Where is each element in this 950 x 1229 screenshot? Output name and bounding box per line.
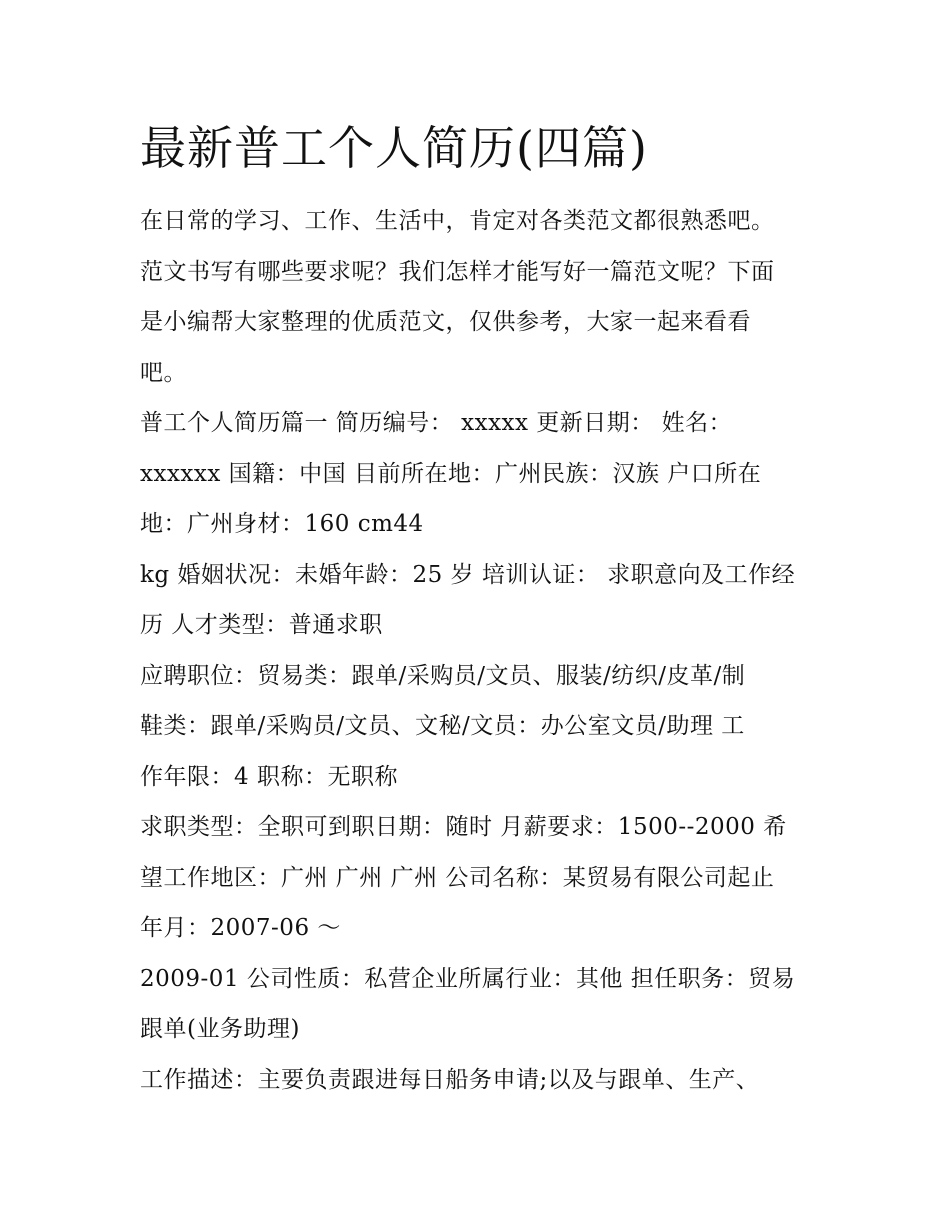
text-line: 历 人才类型：普通求职 bbox=[140, 612, 383, 638]
text-line: 鞋类：跟单/采购员/文员、文秘/文员：办公室文员/助理 工 bbox=[140, 713, 745, 739]
text-line: 求职类型：全职可到职日期：随时 月薪要求：1500--2000 希 bbox=[140, 814, 787, 840]
text-line: xxxxxx 国籍：中国 目前所在地：广州民族：汉族 户口所在 bbox=[140, 460, 762, 487]
text-line: 工作描述：主要负责跟进每日船务申请;以及与跟单、生产、 bbox=[140, 1066, 760, 1093]
text-line: 范文书写有哪些要求呢？我们怎样才能写好一篇范文呢？下面 bbox=[140, 258, 775, 285]
text-line: 2009-01 公司性质：私营企业所属行业：其他 担任职务：贸易 bbox=[140, 965, 796, 992]
text-line: 是小编帮大家整理的优质范文，仅供参考，大家一起来看看 bbox=[140, 309, 751, 335]
text-line: 普工个人简历篇一 简历编号： xxxxx 更新日期： 姓名： bbox=[140, 410, 733, 436]
resume-company-paragraph bbox=[140, 954, 820, 1055]
text-line: 作年限：4 职称：无职称 bbox=[140, 763, 398, 790]
text-line: 在日常的学习、工作、生活中，肯定对各类范文都很熟悉吧。 bbox=[140, 208, 775, 234]
resume-position-paragraph bbox=[140, 651, 820, 803]
text-line: kg 婚姻状况：未婚年龄：25 岁 培训认证： 求职意向及工作经 bbox=[140, 561, 796, 588]
resume-job-type-paragraph bbox=[140, 802, 820, 954]
intro-paragraph bbox=[140, 196, 820, 398]
text-line: 吧。 bbox=[140, 359, 187, 386]
text-line: 应聘职位：贸易类：跟单/采购员/文员、服装/纺织/皮革/制 bbox=[140, 662, 746, 689]
text-line: 地：广州身材：160 cm44 bbox=[140, 511, 424, 537]
text-line: 年月：2007-06 ～ bbox=[140, 915, 341, 941]
resume-basic-info-paragraph bbox=[140, 398, 820, 550]
document-title: 最新普工个人简历(四篇) bbox=[140, 121, 648, 175]
text-line: 望工作地区：广州 广州 广州 公司名称：某贸易有限公司起止 bbox=[140, 864, 775, 891]
resume-job-description-paragraph bbox=[140, 1055, 820, 1106]
text-line: 跟单(业务助理) bbox=[140, 1016, 300, 1042]
resume-personal-paragraph bbox=[140, 550, 820, 651]
document-body bbox=[140, 112, 820, 1105]
